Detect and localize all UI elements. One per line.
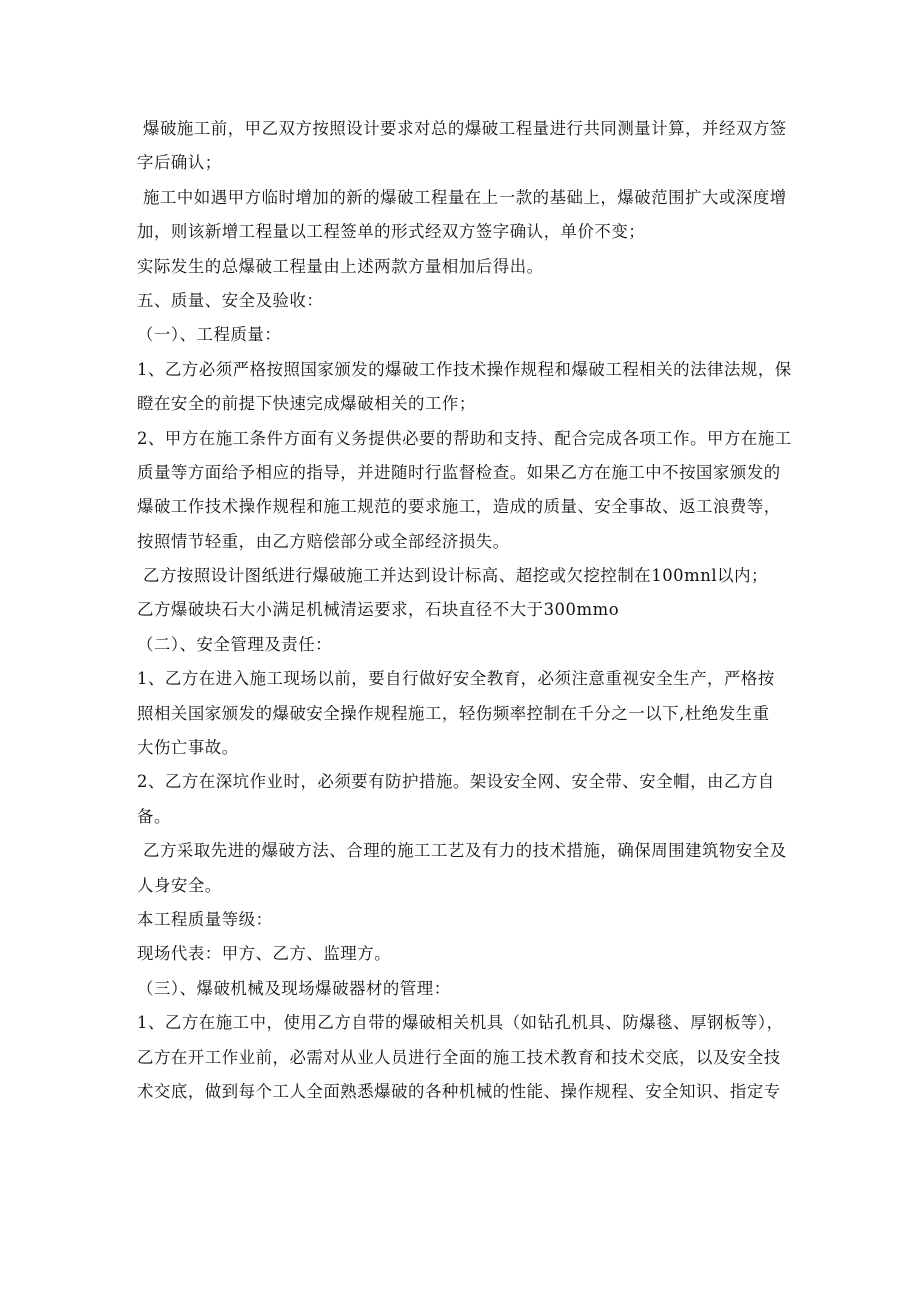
- text-line: 爆破施工前，甲乙双方按照设计要求对总的爆破工程量进行共同测量计算，并经双方签: [143, 119, 787, 138]
- text-line: 乙方采取先进的爆破方法、合理的施工工艺及有力的技术措施，确保周围建筑物安全及: [143, 841, 787, 861]
- text-line: 乙方在开工作业前，必需对从业人员进行全面的施工技术教育和技术交底，以及安全技: [137, 1047, 781, 1067]
- text-line: 术交底，做到每个工人全面熟悉爆破的各种机械的性能、操作规程、安全知识、指定专: [137, 1081, 781, 1101]
- text-line: 人身安全。: [137, 875, 222, 895]
- text-line: 1、乙方在施工中，使用乙方自带的爆破相关机具（如钻孔机具、防爆毯、厚钢板等），: [137, 1013, 784, 1033]
- text-line: 本工程质量等级：: [137, 909, 273, 929]
- text-line: 加，则该新增工程量以工程签单的形式经双方签字确认，单价不变；: [137, 222, 646, 242]
- text-line: 字后确认；: [137, 153, 222, 173]
- text-line: 2、甲方在施工条件方面有义务提供必要的帮助和支持、配合完成各项工作。甲方在施工: [137, 428, 792, 448]
- text-line: 大伤亡事故。: [137, 738, 239, 758]
- subsection-heading: （三）、爆破机械及现场爆破器材的管理：: [137, 978, 451, 998]
- text-line: 1、乙方必须严格按照国家颁发的爆破工作技术操作规程和爆破工程相关的法律法规，保: [137, 359, 792, 379]
- text-line: 乙方按照设计图纸进行爆破施工并达到设计标高、超挖或欠挖控制在100mnl以内；: [143, 566, 768, 586]
- text-line: 2、乙方在深坑作业时，必须要有防护措施。架设安全网、安全带、安全帽，由乙方自: [137, 772, 775, 792]
- text-line: 照相关国家颁发的爆破安全操作规程施工，轻伤频率控制在千分之一以下,杜绝发生重: [137, 703, 770, 723]
- document-body: [137, 112, 797, 1109]
- subsection-heading: （一）、工程质量：: [137, 325, 282, 345]
- text-line: 现场代表：甲方、乙方、监理方。: [137, 944, 392, 964]
- text-line: 瞪在安全的前提下快速完成爆破相关的工作；: [137, 394, 476, 414]
- text-line: 爆破工作技术操作规程和施工规范的要求施工，造成的质量、安全事故、返工浪费等，: [137, 497, 781, 517]
- section-heading: 五、质量、安全及验收：: [137, 290, 324, 310]
- text-line: 实际发生的总爆破工程量由上述两款方量相加后得出。: [137, 256, 544, 276]
- subsection-heading: （二）、安全管理及责任：: [137, 634, 333, 654]
- text-line: 备。: [137, 806, 171, 826]
- text-line: 乙方爆破块石大小满足机械清运要求，石块直径不大于300mmo: [137, 600, 620, 620]
- text-line: 1、乙方在进入施工现场以前，要自行做好安全教育，必须注意重视安全生产，严格按: [137, 669, 775, 689]
- text-line: 质量等方面给予相应的指导，并进随时行监督检查。如果乙方在施工中不按国家颁发的: [137, 462, 781, 482]
- text-line: 按照情节轻重，由乙方赔偿部分或全部经济损失。: [137, 531, 510, 551]
- text-line: 施工中如遇甲方临时增加的新的爆破工程量在上一款的基础上，爆破范围扩大或深度增: [143, 187, 787, 207]
